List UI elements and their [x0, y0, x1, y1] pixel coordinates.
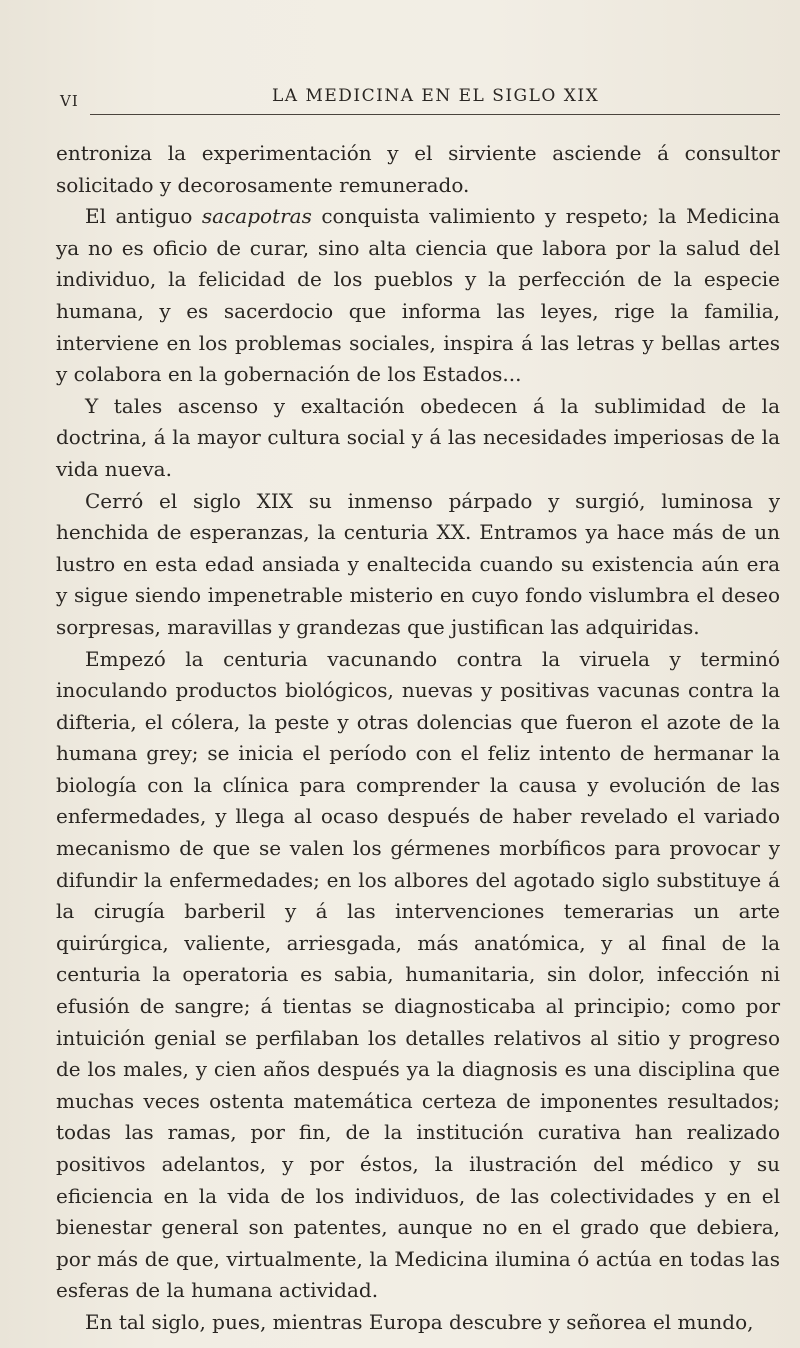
running-title: LA MEDICINA EN EL SIGLO XIX — [272, 86, 600, 106]
paragraph-continuation: entroniza la experimentación y el sirviente asciende á consultor solicitado y decorosamente remunerado. — [56, 141, 780, 197]
paragraph-ascenso: Y tales ascenso y exaltación obedecen á la sublimidad de la doctrina, á la mayor cultura social y á las necesidades imperiosas de la vida nueva. — [56, 393, 780, 481]
paragraph-europa: En tal siglo, pues, mientras Europa descubre y señorea el mundo, — [85, 1309, 754, 1334]
paragraph-centuria: Empezó la centuria vacunando contra la viruela y terminó inoculando productos biológicos, nuevas y positivas vacunas contra la difteria, el cólera, la peste y otras dolencias que fueron el azote de la humana grey; se inicia el período con el feliz intento de hermanar la biología con la clínica para comprender la causa y evolución de las enfermedades, y llega al ocaso después de haber revelado el variado mecanismo de que se valen los gérmenes morbíficos para provocar y difundir la enfermedades; en los albores del agotado siglo substituye á la cirugía barberil y á las intervenciones temerarias un arte quirúrgica, valiente, arriesgada, más anatómica, y al final de la centuria la operatoria es sabia, humanitaria, sin dolor, infección ni efusión de sangre; á tientas se diagnosticaba al principio; como por intuición genial se perfilaban los detalles relativos al sitio y progreso de los males, y cien años después ya la diagnosis es una disciplina que muchas veces ostenta matemática certeza de imponentes resultados; todas las ramas, por fin, de la institución curativa han realizado positivos adelantos, y por éstos, la ilustración del médico y su eficiencia en la vida de los individuos, de las colectividades y en el bienestar general son patentes, aunque no en el grado que debiera, por más de que, virtualmente, la Medicina ilumina ó actúa en todas las esferas de la humana actividad. — [56, 646, 780, 1303]
paragraph-medicina — [56, 201, 780, 391]
paragraph-medicina-start: El antiguo — [85, 204, 202, 229]
sacapotras-term: sacapotras — [201, 204, 312, 229]
page-header — [60, 76, 782, 116]
page-number: VI — [60, 92, 79, 110]
body-text — [56, 138, 780, 1339]
paragraph-medicina-rest: conquista valimiento y respeto; la Medicina ya no es oficio de curar, sino alta ciencia que labora por la salud del individuo, la felicidad de los pueblos y la perfección de la especie humana, y es sacerdocio que informa las leyes, rige la familia, interviene en los problemas sociales, inspira á las letras y bellas artes y colabora en la gobernación de los Estados... — [56, 204, 780, 387]
header-rule — [90, 114, 780, 115]
paragraph-siglo-xix: Cerró el siglo XIX su inmenso párpado y surgió, luminosa y henchida de esperanzas, la centuria XX. Entramos ya hace más de un lustro en esta edad ansiada y enaltecida cuando su existencia aún era y sigue siendo impenetrable misterio en cuyo fondo vislumbra el deseo sorpresas, maravillas y grandezas que justifican las adquiridas. — [56, 488, 780, 639]
